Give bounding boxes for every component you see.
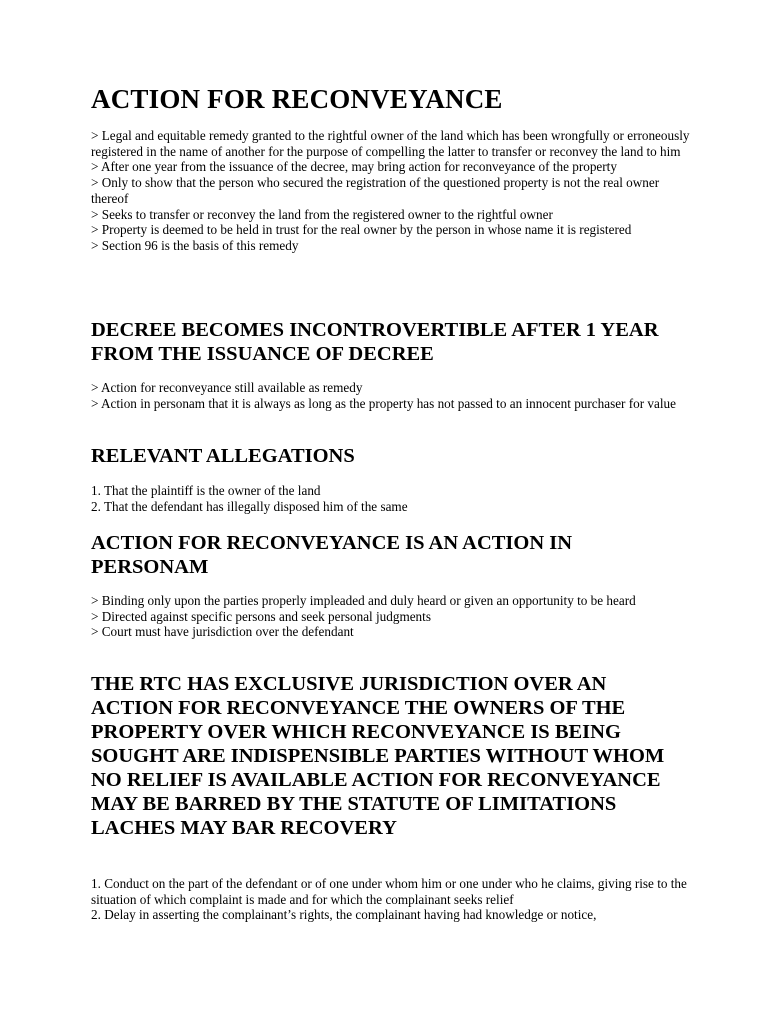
document-title: ACTION FOR RECONVEYANCE <box>91 84 503 114</box>
section-heading: ACTION FOR RECONVEYANCE IS AN ACTION IN PERSONAM <box>91 532 573 578</box>
section-list <box>91 876 691 923</box>
intro-line: > Only to show that the person who secured the registration of the questioned property is not the real owner thereof <box>91 175 660 206</box>
section-line: > Action in personam that it is always as long as the property has not passed to an innocent purchaser for value <box>91 395 676 411</box>
section-line: 1. That the plaintiff is the owner of the land <box>91 483 321 498</box>
section-list <box>91 380 691 411</box>
section-heading: DECREE BECOMES INCONTROVERTIBLE AFTER 1 YEAR FROM THE ISSUANCE OF DECREE <box>91 319 659 365</box>
intro-line: > Legal and equitable remedy granted to the rightful owner of the land which has been wrongfully or erroneously registered in the name of another for the purpose of compelling the latter to transfer or reconvey the land to him <box>91 128 690 159</box>
section-line: > Directed against specific persons and seek personal judgments <box>91 608 431 624</box>
section-heading: RELEVANT ALLEGATIONS <box>91 445 355 467</box>
section-line: > Court must have jurisdiction over the defendant <box>91 624 354 640</box>
intro-line: > After one year from the issuance of the decree, may bring action for reconveyance of the property <box>91 159 617 175</box>
section-heading: THE RTC HAS EXCLUSIVE JURISDICTION OVER AN ACTION FOR RECONVEYANCE THE OWNERS OF THE PROPERTY OVER WHICH RECONVEYANCE IS BEING SOUGHT ARE INDISPENSIBLE PARTIES WITHOUT WHOM NO RELIEF IS AVAILABLE ACTION FOR RECONVEYANCE MAY BE BARRED BY THE STATUTE OF LIMITATIONS LACHES MAY BAR RECOVERY <box>91 673 665 839</box>
section-list <box>91 483 691 514</box>
section-line: > Action for reconveyance still available as remedy <box>91 380 363 395</box>
intro-line: > Seeks to transfer or reconvey the land from the registered owner to the rightful owner <box>91 206 553 222</box>
section-list <box>91 593 691 640</box>
intro-list <box>91 128 691 254</box>
section-line: 2. Delay in asserting the complainant’s rights, the complainant having had knowledge or notice, <box>91 907 597 923</box>
intro-line: > Property is deemed to be held in trust for the real owner by the person in whose name it is registered <box>91 222 632 238</box>
section-line: 2. That the defendant has illegally disposed him of the same <box>91 498 408 514</box>
section-line: > Binding only upon the parties properly impleaded and duly heard or given an opportunity to be heard <box>91 593 636 608</box>
intro-line: > Section 96 is the basis of this remedy <box>91 237 299 253</box>
section-line: 1. Conduct on the part of the defendant or of one under whom him or one under who he claims, giving rise to the situation of which complaint is made and for which the complainant seeks relief <box>91 876 687 907</box>
